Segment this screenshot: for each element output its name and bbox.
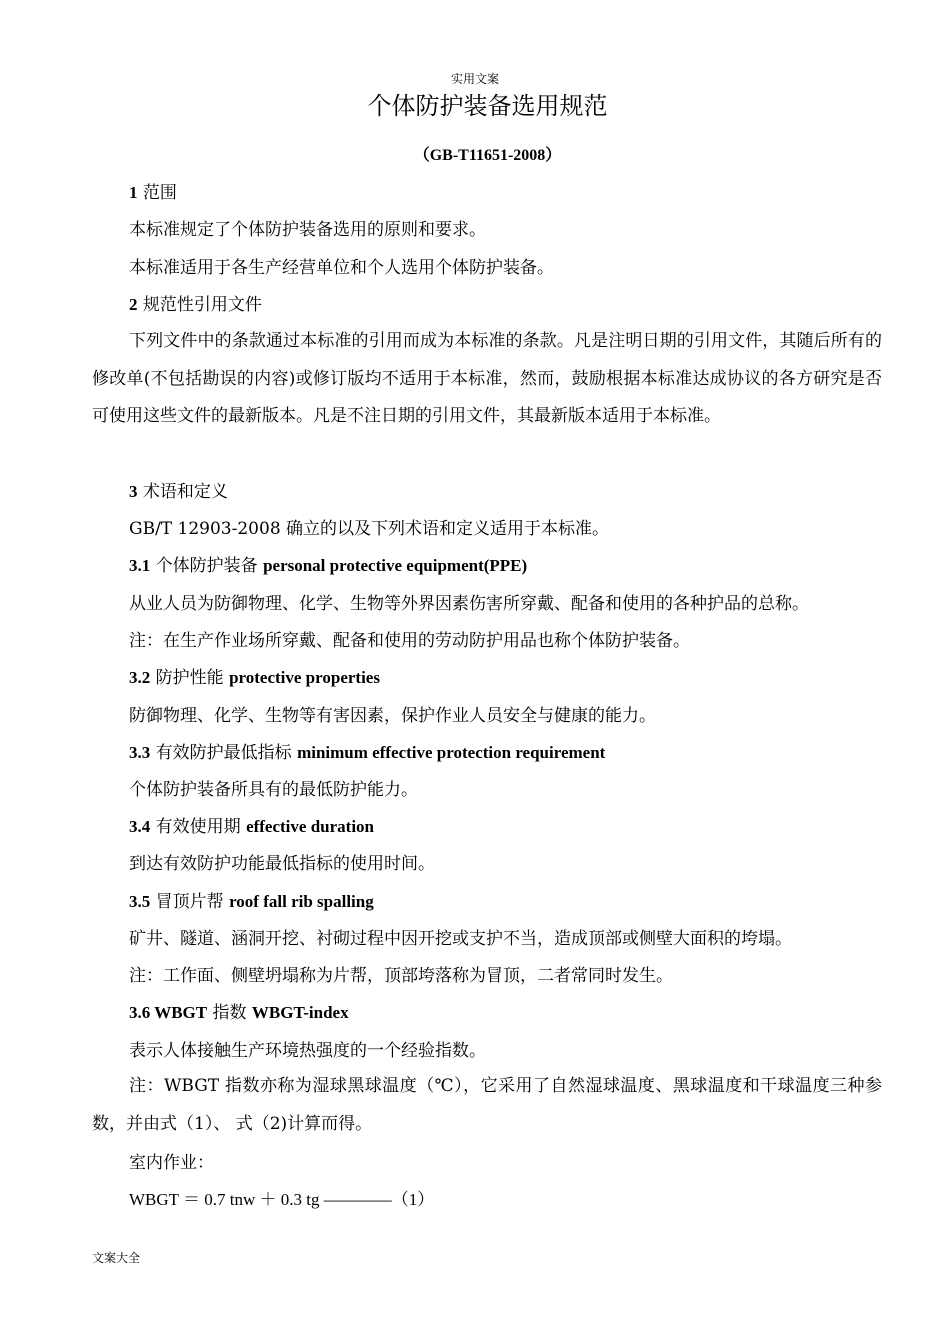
formula-1: WBGT ＝ 0.7 tnw ＋ 0.3 tg ————（1） [129, 1190, 435, 1209]
section-2-paragraph: 下列文件中的条款通过本标准的引用而成为本标准的条款。凡是注明日期的引用文件，其随后所有的修改单(不包括勘误的内容)或修订版均不适用于本标准，然而，鼓励根据本标准达成协议的各方研究是否可使用这些文件的最新版本。凡是不注日期的引用文件，其最新版本适用于本标准。 [92, 331, 882, 426]
term-3-6-definition: 表示人体接触生产环境热强度的一个经验指数。 [129, 1041, 486, 1061]
term-en: minimum effective protection requirement [297, 743, 606, 762]
section-1-paragraph-2: 本标准适用于各生产经营单位和个人选用个体防护装备。 [129, 258, 554, 278]
term-3-4-heading [129, 815, 374, 839]
section-title: 规范性引用文件 [142, 295, 262, 315]
term-3-1-note: 注：在生产作业场所穿戴、配备和使用的劳动防护用品也称个体防护装备。 [129, 631, 690, 651]
term-en: personal protective equipment(PPE) [263, 556, 528, 575]
term-3-5-definition: 矿井、隧道、涵洞开挖、衬砌过程中因开挖或支护不当，造成顶部或侧壁大面积的垮塌。 [129, 929, 792, 949]
indoor-work-label: 室内作业： [129, 1153, 214, 1173]
term-3-5-heading [129, 890, 374, 914]
term-cn: 指数 [212, 1003, 247, 1023]
term-cn: 有效使用期 [155, 817, 241, 837]
term-3-5-note: 注：工作面、侧壁坍塌称为片帮，顶部垮落称为冒顶，二者常同时发生。 [129, 966, 673, 986]
term-3-3-definition: 个体防护装备所具有的最低防护能力。 [129, 780, 418, 800]
term-3-1-heading [129, 554, 527, 578]
term-cn: 有效防护最低指标 [155, 743, 292, 763]
term-number: 3.3 [129, 743, 151, 762]
standard-code: （GB-T11651-2008） [413, 147, 562, 164]
term-cn: 个体防护装备 [155, 556, 258, 576]
term-number: 3.1 [129, 556, 151, 575]
section-1-paragraph-1: 本标准规定了个体防护装备选用的原则和要求。 [129, 220, 486, 240]
term-en: protective properties [229, 668, 380, 687]
document-title: 个体防护装备选用规范 [367, 92, 608, 120]
term-cn: 冒顶片帮 [155, 892, 224, 912]
term-number: 3.4 [129, 817, 151, 836]
term-3-6-heading [129, 1001, 349, 1025]
term-3-1-definition: 从业人员为防御物理、化学、生物等外界因素伤害所穿戴、配备和使用的各种护品的总称。 [129, 594, 809, 614]
section-title: 范围 [142, 183, 177, 203]
section-1-heading [129, 181, 177, 205]
section-title: 术语和定义 [142, 482, 228, 502]
term-en: roof fall rib spalling [229, 892, 374, 911]
term-cn: 防护性能 [155, 668, 224, 688]
term-number: 3.5 [129, 892, 151, 911]
section-number: 3 [129, 482, 138, 501]
term-3-4-definition: 到达有效防护功能最低指标的使用时间。 [129, 854, 435, 874]
section-number: 2 [129, 295, 138, 314]
term-en: WBGT-index [251, 1003, 349, 1022]
term-3-6-note: 注：WBGT 指数亦称为湿球黑球温度（℃），它采用了自然湿球温度、黑球温度和干球温度三种参数，并由式（1）、 式（2)计算而得。 [92, 1076, 882, 1134]
section-3-heading [129, 480, 228, 504]
section-3-intro: GB/T 12903-2008 确立的以及下列术语和定义适用于本标准。 [129, 519, 610, 539]
section-2-heading [129, 293, 262, 317]
term-number: 3.6 WBGT [129, 1003, 208, 1022]
page-footer-label: 文案大全 [92, 1251, 141, 1265]
term-en: effective duration [246, 817, 374, 836]
term-3-3-heading [129, 741, 605, 765]
page-header-label: 实用文案 [450, 72, 499, 86]
term-3-2-heading [129, 666, 380, 690]
term-3-2-definition: 防御物理、化学、生物等有害因素，保护作业人员安全与健康的能力。 [129, 706, 656, 726]
section-number: 1 [129, 183, 138, 202]
term-number: 3.2 [129, 668, 151, 687]
